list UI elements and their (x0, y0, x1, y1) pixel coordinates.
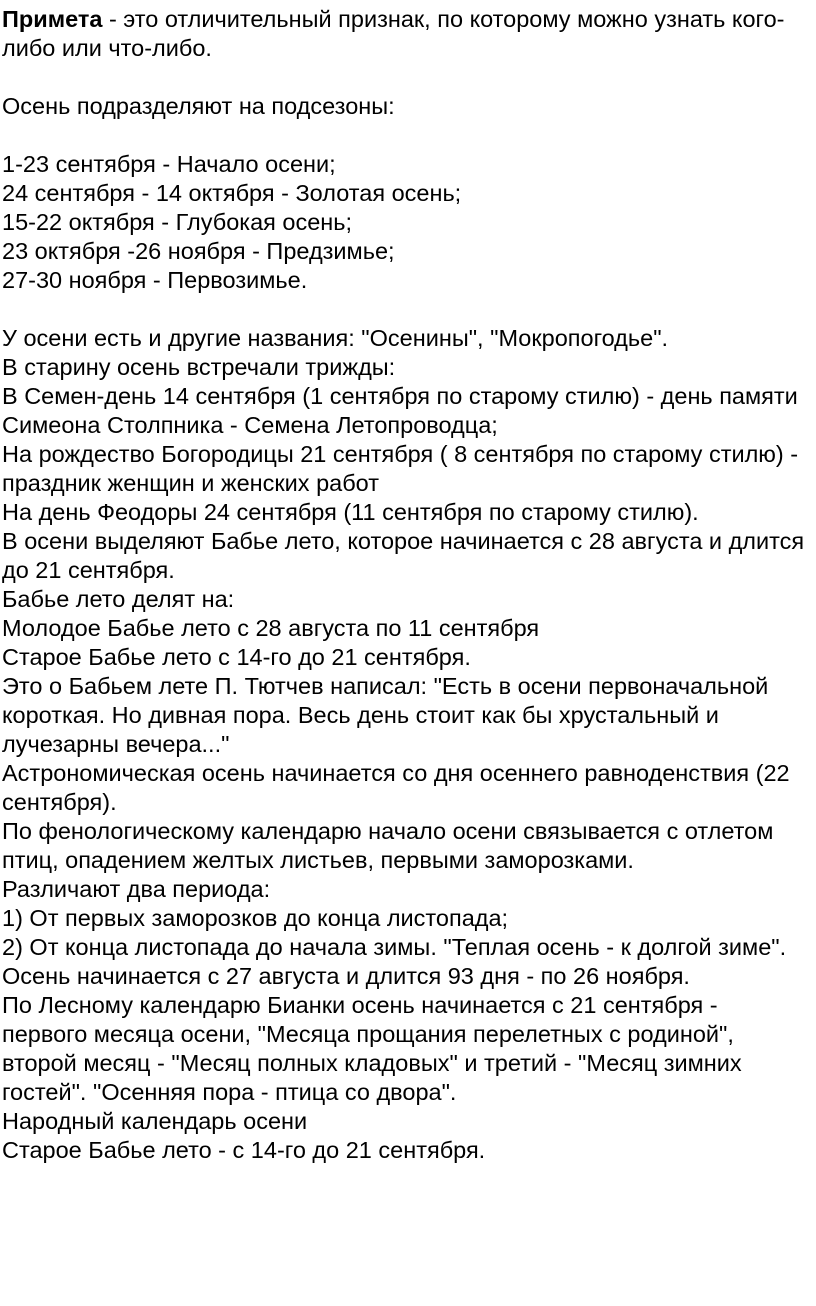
paragraph: В Семен-день 14 сентября (1 сентября по старому стилю) - день памяти Симеона Столпника - Семена Летопроводца; (2, 383, 805, 438)
paragraph: Старое Бабье лето - с 14-го до 21 сентября. (2, 1137, 486, 1163)
subseasons-intro: Осень подразделяют на подсезоны: (2, 93, 395, 119)
paragraph: Различают два периода: (2, 876, 271, 902)
paragraph: 2) От конца листопада до начала зимы. "Теплая осень - к долгой зиме". Осень начинается с 27 августа и длится 93 дня - по 26 ноября. (2, 934, 793, 989)
spacer (2, 121, 808, 150)
paragraph: На день Феодоры 24 сентября (11 сентября по старому стилю). (2, 499, 699, 525)
paragraph: По Лесному календарю Бианки осень начинается с 21 сентября - первого месяца осени, "Месяца прощания перелетных с родиной", второй месяц - "Месяц полных кладовых" и третий - "Месяц зимних гостей". "Осенняя пора - птица со двора". (2, 992, 749, 1105)
subseason-item: 23 октября -26 ноября - Предзимье; (2, 238, 395, 264)
paragraph: Народный календарь осени (2, 1108, 308, 1134)
paragraph: У осени есть и другие названия: "Осенины", "Мокропогодье". (2, 325, 669, 351)
spacer (2, 295, 808, 324)
paragraph: В старину осень встречали трижды: (2, 354, 396, 380)
definition-paragraph (2, 5, 808, 63)
paragraph: Астрономическая осень начинается со дня осеннего равноденствия (22 сентября). (2, 760, 797, 815)
definition-term: Примета (2, 6, 103, 32)
paragraph: Молодое Бабье лето с 28 августа по 11 сентября (2, 615, 540, 641)
paragraph: Это о Бабьем лете П. Тютчев написал: "Есть в осени первоначальной короткая. Но дивная пора. Весь день стоит как бы хрустальный и лучезарны вечера..." (2, 673, 775, 757)
paragraph: Бабье лето делят на: (2, 586, 235, 612)
definition-text: - это отличительный признак, по которому можно узнать кого-либо или что-либо. (2, 6, 785, 61)
subseason-item: 24 сентября - 14 октября - Золотая осень; (2, 180, 462, 206)
paragraph: В осени выделяют Бабье лето, которое начинается с 28 августа и длится до 21 сентября. (2, 528, 811, 583)
subseason-item: 1-23 сентября - Начало осени; (2, 151, 336, 177)
paragraph: Старое Бабье лето с 14-го до 21 сентября. (2, 644, 471, 670)
subseason-item: 27-30 ноября - Первозимье. (2, 267, 308, 293)
subseason-item: 15-22 октября - Глубокая осень; (2, 209, 353, 235)
paragraph: По фенологическому календарю начало осени связывается с отлетом птиц, опадением желтых листьев, первыми заморозками. (2, 818, 780, 873)
paragraph: 1) От первых заморозков до конца листопада; (2, 905, 509, 931)
paragraph: На рождество Богородицы 21 сентября ( 8 сентября по старому стилю) - праздник женщин и женских работ (2, 441, 805, 496)
spacer (2, 63, 808, 92)
